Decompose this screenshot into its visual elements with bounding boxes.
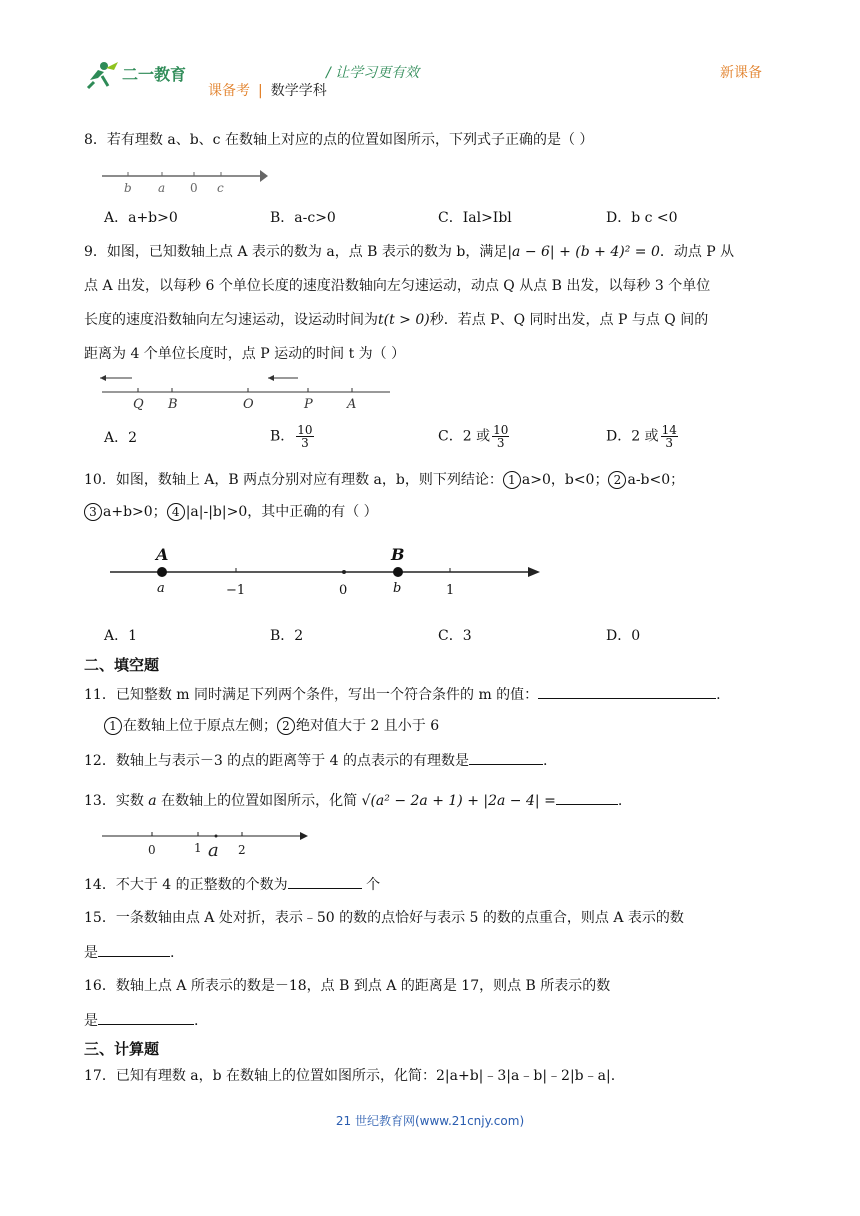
circled-number: 1 [104,717,122,735]
circled-number: 1 [503,471,521,489]
q9-option-b-fraction [296,424,313,449]
q9-option-c-fraction [492,424,509,449]
q10-stem: 10．如图，数轴上 A，B 两点分别对应有理数 a，b，则下列结论： [84,472,503,488]
header-left-label: 课备考 [208,83,250,99]
q9-option-d-fraction [661,424,678,449]
q11-stem: 11．已知整数 m 同时满足下列两个条件，写出一个符合条件的 m 的值： [84,687,539,703]
section-calculation: 三、计算题 [84,1040,160,1058]
q9-label-o: O [243,397,254,412]
q9-option-b-label: B． [270,428,295,445]
circled-number: 4 [167,503,185,521]
q11-condition-1: 在数轴上位于原点左侧； [123,718,277,734]
q9-option-b [270,424,314,449]
q8-number-line [100,164,270,196]
q9-label-b: B [168,397,178,412]
q13-expression: √(a² − 2a + 1) + |2a − 4| [361,793,540,809]
header-slogan: / 让学习更有效 [326,65,420,81]
q10-point-a: A [156,545,169,564]
header-separator: | [258,83,263,99]
circled-number: 3 [84,503,102,521]
q10-under-a: a [157,581,165,596]
q9-option-c [438,424,509,449]
q12-period: . [542,753,548,769]
q12-answer-blank[interactable] [469,750,543,765]
fraction-numerator: 10 [297,423,313,437]
fraction-numerator: 14 [661,423,677,437]
q13-label-0: 0 [148,843,156,857]
fraction-denominator: 3 [665,436,674,450]
q14-stem: 14．不大于 4 的正整数的个数为 [84,877,288,893]
fraction-denominator: 3 [496,436,505,450]
q9-option-d-label: D．2 或 [606,428,659,445]
circled-number: 2 [277,717,295,735]
q10-option-a: A．1 [104,628,138,644]
q9-l1b: ．动点 P 从 [659,244,735,260]
q13-label-1: 1 [194,841,202,855]
q10-line-1 [84,470,684,490]
q10-line-2 [84,502,378,522]
q8-label-a: a [158,181,166,195]
q12-line [84,750,547,771]
q13-variable: a [148,793,157,809]
q10-conclusion-1: a>0，b<0； [521,472,609,488]
q16-answer-blank[interactable] [98,1010,194,1025]
q9-l3b: 秒．若点 P、Q 同时出发，点 P 与点 Q 间的 [429,312,709,328]
q10-number-line [108,542,544,602]
q10-conclusion-2: a-b<0； [627,472,685,488]
q17-stem: 17．已知有理数 a，b 在数轴上的位置如图所示，化简：2|a+b|﹣3|a﹣b|﹣2|b﹣a|. [84,1068,616,1084]
q10-option-c: C．3 [438,628,472,644]
q16-period: . [194,1013,199,1029]
q8-label-0: 0 [190,181,198,195]
q10-option-d: D．0 [606,628,641,644]
q10-under-1: 1 [446,583,455,598]
header-subject: 数学学科 [270,83,327,99]
q11-answer-blank[interactable] [538,684,716,699]
q8-option-d: D．b c <0 [606,210,678,226]
q13-answer-blank[interactable] [556,790,618,805]
logo-runner-icon [84,58,190,90]
q9-l1a: 9．如图，已知数轴上点 A 表示的数为 a，点 B 表示的数为 b，满足 [84,244,508,260]
logo [84,58,190,90]
q9-option-a: A．2 [104,430,138,446]
q14-line [84,874,380,895]
logo-text: 二一教育 [122,65,187,84]
q9-line-3 [84,310,708,330]
q10-conclusion-4: |a|-|b|>0，其中正确的有（ ） [185,504,378,520]
q9-option-d [606,424,678,449]
q16-stem-end: 是 [84,1013,98,1029]
q15-line-2 [84,942,174,963]
q8-option-b: B．a-c>0 [270,210,336,226]
q8-option-c: C．Ial>Ibl [438,210,512,226]
q9-l3a: 长度的速度沿数轴向左匀速运动，设运动时间为 [84,312,378,328]
q13-stem-a: 13．实数 [84,793,149,809]
q9-line-2: 点 A 出发，以每秒 6 个单位长度的速度沿数轴向左匀速运动，动点 Q 从点 B 出发，以每秒 3 个单位 [84,278,711,294]
q8-stem: 8．若有理数 a、b、c 在数轴上对应的点的位置如图所示，下列式子正确的是（ ） [84,132,594,148]
fraction-denominator: 3 [301,436,309,450]
q13-period: . [617,793,623,809]
q9-label-a: A [347,397,357,412]
q8-label-b: b [124,181,132,195]
q13-equals: = [539,793,556,809]
q16-line-2 [84,1010,198,1031]
q10-under-b: b [393,581,402,596]
q11-line-2 [104,716,439,736]
q13-label-2: 2 [238,843,246,857]
q14-answer-blank[interactable] [288,874,362,889]
q11-condition-2: 绝对值大于 2 且小于 6 [296,718,440,734]
q10-under-neg1: −1 [226,583,246,598]
circled-number: 2 [608,471,626,489]
q15-stem-end: 是 [84,945,98,961]
q13-line [84,790,622,811]
q14-unit: 个 [361,877,381,893]
footer-source: 21 世纪教育网(www.21cnjy.com) [335,1114,525,1128]
q16-line-1: 16．数轴上点 A 所表示的数是－18，点 B 到点 A 的距离是 17，则点 B 所表示的数 [84,978,611,994]
q9-option-c-label: C．2 或 [438,428,491,445]
q15-answer-blank[interactable] [98,942,170,957]
section-fill-in: 二、填空题 [84,656,160,674]
q10-option-b: B．2 [270,628,304,644]
q15-period: . [170,945,175,961]
q9-line-1 [84,242,734,262]
header-right-label: 新课备 [720,65,762,81]
q9-equation: |a − 6| + (b + 4)² = 0 [507,244,660,260]
q10-conclusion-3: a+b>0； [103,504,167,520]
q15-line-1: 15．一条数轴由点 A 处对折，表示﹣50 的数的点恰好与表示 5 的数的点重合，则点 A 表示的数 [84,910,684,926]
q12-stem: 12．数轴上与表示－3 的点的距离等于 4 的点表示的有理数是 [84,753,469,769]
q9-label-q: Q [133,397,144,412]
header-left [208,80,327,100]
q13-stem-b: 在数轴上的位置如图所示，化简 [156,793,362,809]
q9-line-4: 距离为 4 个单位长度时，点 P 运动的时间 t 为（ ） [84,346,406,362]
q8-label-c: c [217,181,224,195]
q9-number-line [100,370,392,414]
q9-time-expr: t(t > 0) [378,312,430,328]
q11-period: . [716,687,721,703]
q13-label-a: a [208,840,219,860]
q13-number-line [100,826,314,860]
fraction-numerator: 10 [493,423,509,437]
q10-under-0: 0 [339,583,348,598]
q10-point-b: B [391,545,405,564]
q9-label-p: P [304,397,313,412]
q11-line-1 [84,684,721,705]
q8-option-a: A．a+b>0 [104,210,178,226]
